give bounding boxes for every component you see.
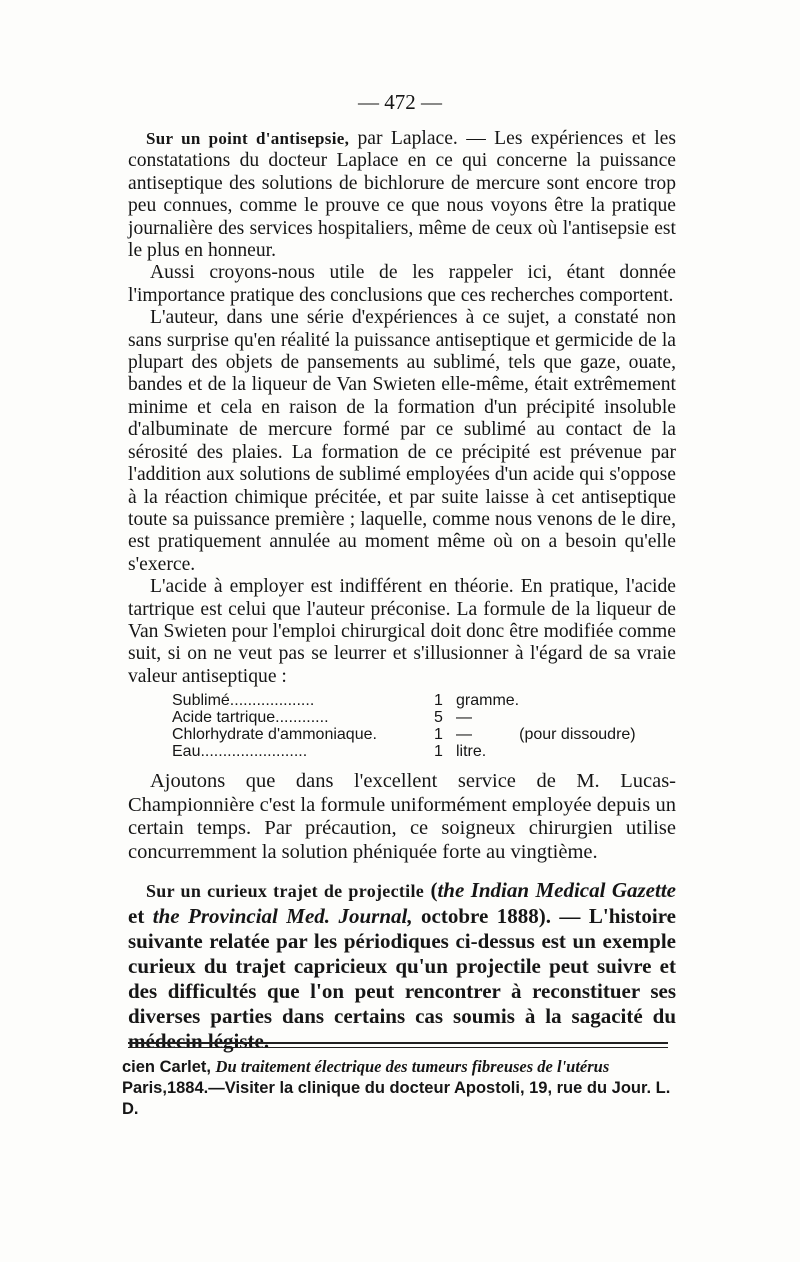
- article-projectile: [128, 878, 676, 1054]
- formula-quantity: 1: [434, 743, 443, 760]
- formula-quantity: 1: [434, 692, 443, 709]
- page-number: — 472 —: [358, 90, 442, 114]
- formula-ingredient: Acide tartrique............: [172, 709, 329, 726]
- formula-note: (pour dissoudre): [519, 726, 636, 743]
- formula-ingredient: Sublimé...................: [172, 692, 315, 709]
- advertisement-note: cien Carlet, Du traitement électrique des tumeurs fibreuses de l'utérus Paris,1884.—Visiter la clinique du docteur Apostoli, 19, rue du Jour. L. D.: [122, 1057, 671, 1118]
- divider-rule: [128, 1042, 668, 1044]
- formula-ingredient: Eau........................: [172, 743, 308, 760]
- formula-note: [519, 692, 636, 709]
- paragraph-projectile: Sur un curieux trajet de projectile (the Indian Medical Gazette et the Provincial Med. Journal, octobre 1888). — L'histoire suivante relatée par les périodiques ci-dessus est un exemple curieux du trajet capricieux qu'un projectile peut suivre et des difficultés que l'on peut rencontrer à reconstituer ses diverses parties dans certains cas soumis à la sagacité du médecin légiste.: [128, 878, 676, 1053]
- article-heading: Sur un curieux trajet de projectile: [146, 881, 425, 901]
- formula-unit: litre.: [456, 743, 487, 760]
- journal-title: the Provincial Med. Journal,: [152, 904, 413, 928]
- divider-rule-thin: [128, 1047, 668, 1048]
- formula-ingredient: Chlorhydrate d'ammoniaque.: [172, 726, 377, 743]
- paragraph-1: Sur un point d'antisepsie, par Laplace. — Les expériences et les constatations du docteur Laplace en ce qui concerne la puissance antiseptique des solutions de bichlorure de mercure sont encore trop peu connues, comme le prouve ce que nous voyons être la pratique journalière des services hospitaliers, même de ceux où l'antisepsie est le plus en honneur.: [128, 128, 676, 262]
- formula-unit: —: [456, 709, 472, 726]
- formula-unit: —: [456, 726, 472, 743]
- formula-note: [519, 743, 636, 760]
- formula-unit: gramme.: [456, 692, 520, 709]
- formula-quantity: 5: [434, 709, 443, 726]
- paragraph-4: L'acide à employer est indifférent en théorie. En pratique, l'acide tartrique est celui que l'auteur préconise. La formule de la liqueur de Van Swieten pour l'emploi chirurgical doit donc être modifiée comme suit, si on ne veut pas se leurrer et s'illusionner à l'égard de sa vraie valeur antiseptique :: [128, 576, 676, 687]
- formula-table: [172, 692, 636, 760]
- formula-row: [172, 692, 636, 709]
- formula-row: [172, 726, 636, 743]
- book-title: Du traitement électrique des tumeurs fibreuses de l'utérus: [215, 1057, 610, 1076]
- formula-note: [519, 709, 636, 726]
- formula-row: [172, 743, 636, 760]
- paragraph-5: Ajoutons que dans l'excellent service de M. Lucas-Championnière c'est la formule uniformément employée depuis un certain temps. Par précaution, ce soigneux chirurgien utilise concurremment la solution phéniquée forte au vingtième.: [128, 770, 676, 863]
- paragraph-3: L'auteur, dans une série d'expériences à ce sujet, a constaté non sans surprise qu'en réalité la puissance antiseptique et germicide de la plupart des objets de pansements au sublimé, tels que gaze, ouate, bandes et de la liqueur de Van Swieten elle-même, était extrêmement minime et cela en raison de la formation d'un précipité insoluble d'albuminate de mercure formé par ce sublimé au contact de la sérosité des plaies. La formation de ce précipité est prévenue par l'addition aux solutions de sublimé employées d'un acide qui s'oppose à la réaction chimique précitée, et par suite laisse à cet antiseptique toute sa puissance première ; laquelle, comme nous venons de le dire, est pratiquement annulée au moment même où on a besoin qu'elle s'exerce.: [128, 307, 676, 575]
- paragraph-2: Aussi croyons-nous utile de les rappeler ici, étant donnée l'importance pratique des conclusions que ces recherches comportent.: [128, 262, 676, 306]
- formula-row: [172, 709, 636, 726]
- article-heading: Sur un point d'antisepsie,: [146, 129, 350, 148]
- journal-title: the Indian Medical Gazette: [437, 878, 676, 902]
- article-antisepsie: [128, 128, 676, 688]
- formula-quantity: 1: [434, 726, 443, 743]
- article-antisepsie-end: [128, 770, 676, 864]
